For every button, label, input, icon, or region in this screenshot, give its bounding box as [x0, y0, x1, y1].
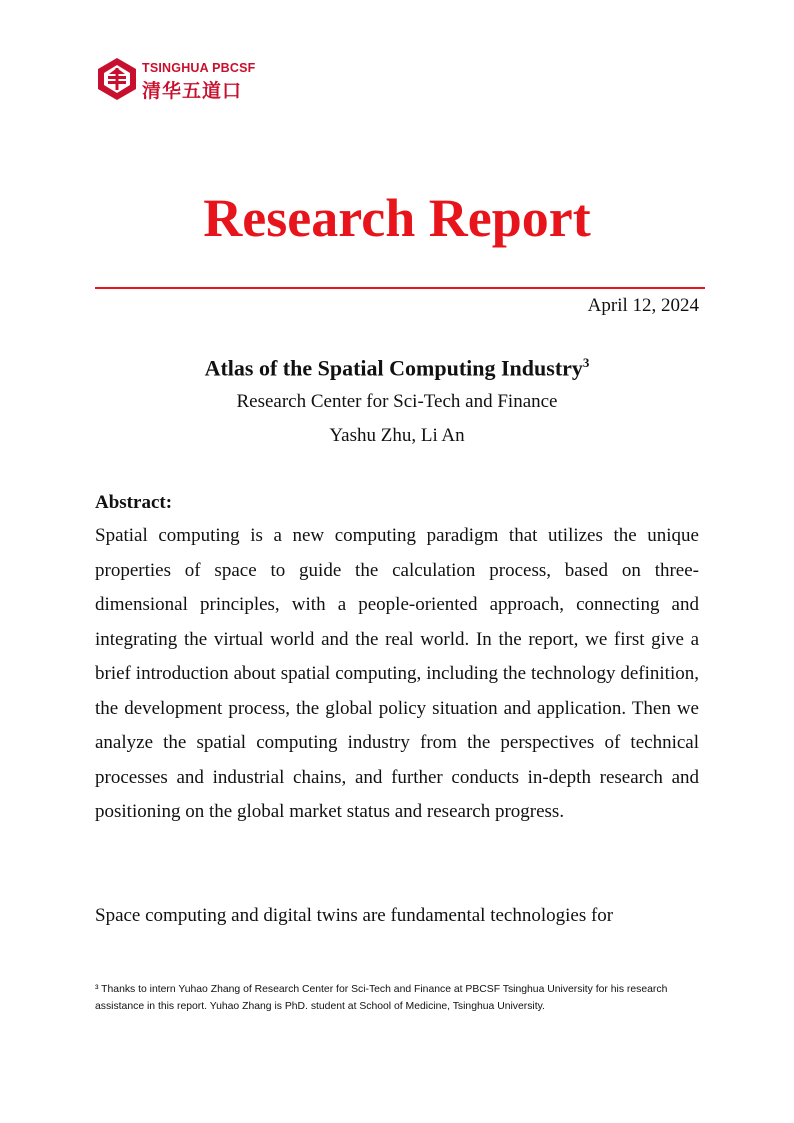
abstract-paragraph: Spatial computing is a new computing paradigm that utilizes the unique properties of space to guide the calculation process, based on three-dimensional principles, with a people-oriented approach, connecting and integrating the virtual world and the real world. In the report, we first give a brief introduction about spatial computing, including the technology definition, the development process, the global policy situation and application. Then we analyze the spatial computing industry from the perspectives of technical processes and industrial chains, and further conducts in-depth research and positioning on the global market status and research progress. — [95, 525, 699, 822]
logo-name-cn: 清华五道口 — [142, 80, 243, 102]
institution-logo — [97, 57, 267, 103]
paper-title — [0, 348, 794, 383]
logo-emblem-icon — [97, 57, 137, 101]
paper-title-text: Atlas of the Spatial Computing Industry — [204, 355, 583, 381]
body-paragraph: Space computing and digital twins are fundamental technologies for — [95, 905, 614, 926]
title-divider — [95, 287, 705, 289]
abstract-heading: Abstract: — [95, 492, 173, 513]
logo-name-en: TSINGHUA PBCSF — [142, 61, 256, 75]
report-title: Research Report — [203, 188, 591, 248]
footnote-marker: 3 — [582, 355, 590, 370]
report-date: April 12, 2024 — [587, 295, 699, 316]
footnote: ³ Thanks to intern Yuhao Zhang of Research Center for Sci-Tech and Finance at PBCSF Tsinghua University for his research assistance in this report. Yuhao Zhang is PhD. student at School of Medicine, Tsinghua University. — [95, 984, 668, 1012]
paper-affiliation: Research Center for Sci-Tech and Finance — [236, 391, 558, 412]
paper-authors: Yashu Zhu, Li An — [329, 425, 465, 446]
